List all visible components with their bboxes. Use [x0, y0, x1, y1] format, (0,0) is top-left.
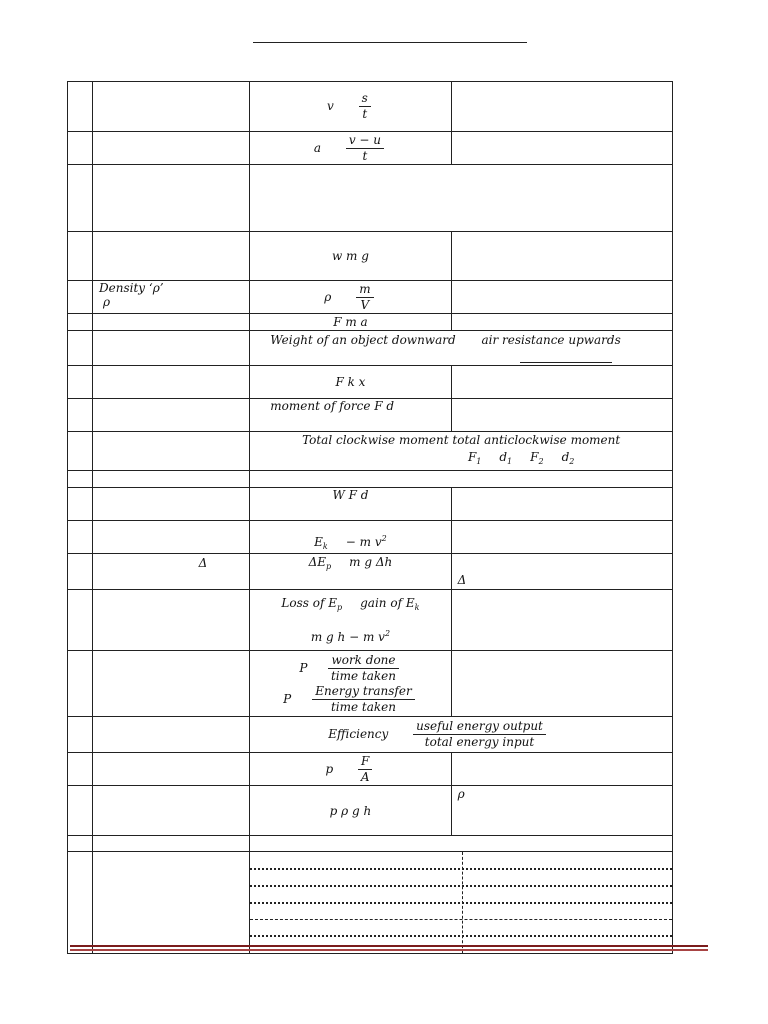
row-number [68, 314, 93, 331]
weight-downward-text: Weight of an object downward [270, 333, 456, 347]
row-number [68, 786, 93, 836]
row-number [68, 471, 93, 488]
acceleration-fraction [346, 133, 384, 164]
table-row [68, 331, 673, 366]
quantity-cell [93, 786, 250, 836]
row-number [68, 836, 93, 852]
notes-cell [451, 786, 672, 836]
rho-note: ρ [457, 787, 465, 801]
fraction-numerator: s [359, 91, 371, 107]
energy-conservation-equation [250, 590, 451, 651]
moments-principle-cell [250, 432, 673, 471]
fraction-numerator: m [356, 282, 373, 298]
row-number [68, 852, 93, 954]
fraction-denominator: V [360, 297, 370, 312]
grid-line [250, 885, 672, 887]
table-row [68, 836, 673, 852]
table-row [68, 366, 673, 399]
table-row [68, 590, 673, 651]
table-row [68, 717, 673, 753]
merged-cell [250, 165, 673, 232]
energy-conservation-line1: Loss of $E_p$ gain of $E_k$ [281, 596, 420, 612]
notes-cell [451, 82, 672, 132]
row-number [68, 590, 93, 651]
efficiency-equation: Efficiency useful energy output total energy input [250, 717, 673, 753]
quantity-cell [93, 314, 250, 331]
merged-cell [250, 836, 673, 852]
table-row [68, 651, 673, 717]
quantity-cell [93, 432, 250, 471]
notes-cell [451, 590, 672, 651]
power-work-line: P work done time taken [250, 653, 450, 684]
table-row [68, 165, 673, 232]
row-number [68, 521, 93, 554]
table-row [68, 232, 673, 281]
table-row [68, 82, 673, 132]
quantity-cell [93, 366, 250, 399]
quantity-cell [93, 399, 250, 432]
grid-line [250, 919, 672, 920]
footer-rule [70, 949, 708, 951]
quantity-cell [93, 82, 250, 132]
terminal-velocity-cell [250, 331, 673, 366]
quantity-cell [93, 651, 250, 717]
quantity-cell [93, 132, 250, 165]
quantity-cell [93, 852, 250, 954]
notes-cell [451, 753, 672, 786]
row-number [68, 331, 93, 366]
moments-principle-text: Total clockwise moment total anticlockwise moment [302, 433, 621, 447]
weight-equation: w m g [250, 232, 451, 281]
quantity-cell [93, 471, 250, 488]
quantity-cell [93, 521, 250, 554]
row-number [68, 651, 93, 717]
row-number [68, 132, 93, 165]
quantity-cell [93, 232, 250, 281]
moments-principle-symbols: $F_1$ $d_1$ $F_2$ $d_2$ [467, 450, 575, 466]
row-number [68, 432, 93, 471]
kinetic-energy-equation: $E_k - m$ $v^2$ [250, 521, 451, 554]
notes-cell [451, 232, 672, 281]
force-equation: F m a [250, 314, 451, 331]
quantity-cell [93, 753, 250, 786]
table-row [68, 852, 673, 954]
power-equation [250, 651, 451, 717]
row-number [68, 554, 93, 590]
table-row [68, 488, 673, 521]
dashed-grid [250, 852, 672, 953]
speed-symbol: v [327, 99, 334, 113]
speed-equation [250, 82, 451, 132]
table-row [68, 786, 673, 836]
table-row [68, 132, 673, 165]
table-row [68, 471, 673, 488]
notes-cell [451, 554, 672, 590]
quantity-cell [93, 554, 250, 590]
power-energy-line: P Energy transfer time taken [250, 684, 450, 715]
row-number [68, 366, 93, 399]
row-number [68, 281, 93, 314]
grid-line [250, 935, 672, 937]
merged-cell [250, 471, 673, 488]
dashed-grid-cell [250, 852, 673, 954]
title-underline [253, 42, 527, 43]
delta-label: Δ [198, 556, 208, 570]
density-label: Density ‘ρ’ [99, 281, 164, 295]
notes-cell [451, 521, 672, 554]
energy-conservation-line2: m g h − m $v^2$ [310, 629, 391, 644]
fraction-denominator: t [362, 148, 368, 163]
notes-cell [451, 651, 672, 717]
quantity-cell [93, 836, 250, 852]
liquid-pressure-equation: p ρ g h [250, 786, 451, 836]
quantity-cell [93, 590, 250, 651]
row-number [68, 82, 93, 132]
row-number [68, 488, 93, 521]
table-row [68, 554, 673, 590]
quantity-cell [93, 331, 250, 366]
notes-cell [451, 366, 672, 399]
table-row [68, 432, 673, 471]
quantity-cell [93, 488, 250, 521]
speed-fraction [359, 91, 371, 122]
notes-cell [451, 132, 672, 165]
row-number [68, 165, 93, 232]
quantity-cell [93, 165, 250, 232]
footer-rule [70, 945, 708, 947]
acceleration-equation [250, 132, 451, 165]
rho-symbol: ρ [324, 289, 332, 304]
hooke-equation: F k x [250, 366, 451, 399]
formula-table [67, 81, 673, 954]
gpe-equation: $\Delta E_p$ m g Δh [250, 554, 451, 590]
grid-line [250, 902, 672, 904]
notes-cell [451, 488, 672, 521]
notes-cell [451, 281, 672, 314]
table-row [68, 399, 673, 432]
notes-cell [451, 314, 672, 331]
notes-cell [451, 399, 672, 432]
air-resistance-text: air resistance upwards [481, 333, 621, 347]
delta-note: Δ [457, 573, 467, 587]
density-equation [250, 281, 451, 314]
table-row [68, 281, 673, 314]
row-number [68, 232, 93, 281]
row-number [68, 399, 93, 432]
table-row [68, 753, 673, 786]
moment-equation: moment of force F d [250, 399, 451, 432]
acceleration-symbol: a [313, 140, 321, 155]
density-symbol: ρ [103, 295, 111, 309]
density-fraction [356, 282, 373, 313]
table-row [68, 314, 673, 331]
fraction-numerator: v − u [346, 133, 384, 149]
density-label-cell [93, 281, 250, 314]
table-row [68, 521, 673, 554]
work-equation: W F d [250, 488, 451, 521]
quantity-cell [93, 717, 250, 753]
fraction-denominator: t [362, 107, 368, 121]
underline [520, 362, 612, 363]
row-number [68, 717, 93, 753]
grid-line [250, 868, 672, 870]
row-number [68, 753, 93, 786]
pressure-equation: p $\frac{F}{A}$ [250, 753, 451, 786]
